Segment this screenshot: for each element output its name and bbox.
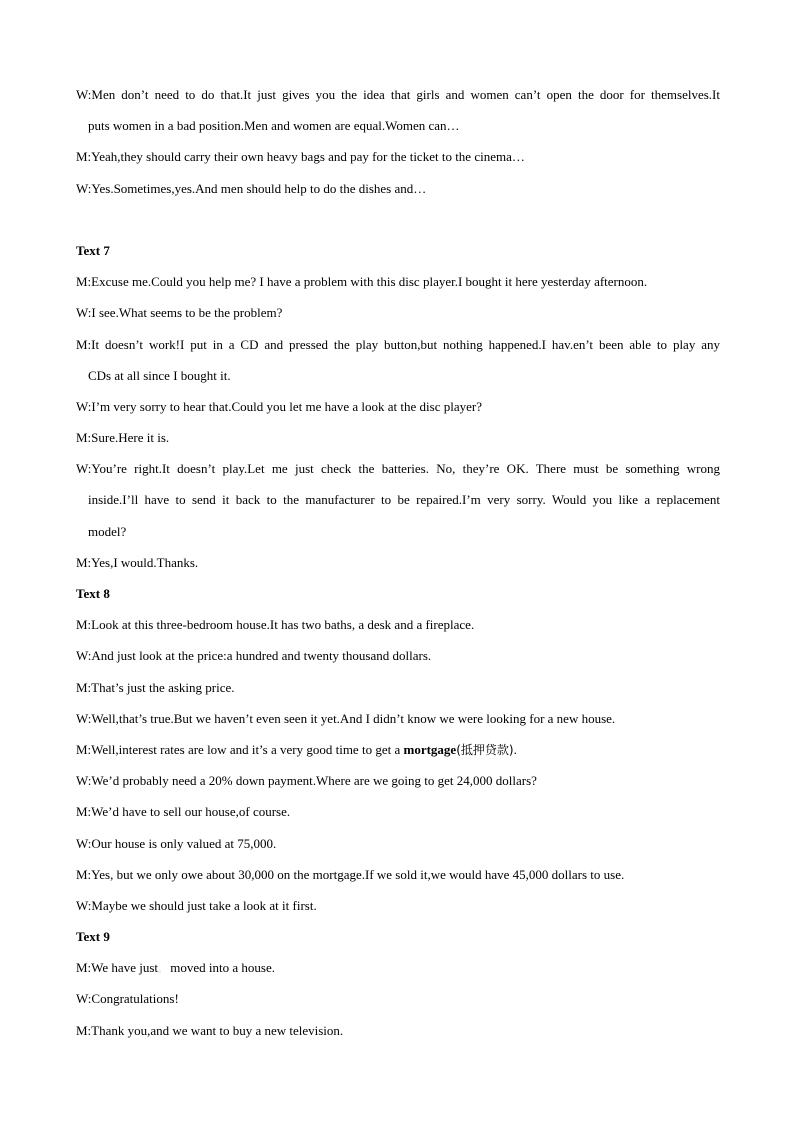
dialogue-text: moved into a house. — [167, 960, 275, 976]
dialogue-line — [76, 734, 720, 765]
stray-mark: 。 — [158, 964, 168, 975]
dialogue-line: M:Yes,I would.Thanks. — [76, 554, 199, 570]
dialogue-line — [76, 952, 720, 983]
dialogue-text: . — [513, 741, 517, 757]
section-heading: Text 8 — [76, 586, 110, 601]
dialogue-text: M:We have just — [76, 960, 158, 976]
dialogue-line: M:It doesn’t work!I put in a CD and pressed the play button,but nothing happened.I hav.en’t been able to play any — [76, 336, 720, 352]
dialogue-line: M:Sure.Here it is. — [76, 430, 170, 446]
dialogue-line: CDs at all since I bought it. — [88, 367, 231, 383]
dialogue-line: W:We’d probably need a 20% down payment.Where are we going to get 24,000 dollars? — [76, 773, 537, 789]
chinese-gloss: (抵押贷款) — [456, 742, 514, 757]
dialogue-line: M:That’s just the asking price. — [76, 679, 235, 695]
section-heading: Text 9 — [76, 929, 110, 945]
dialogue-line: W:Congratulations! — [76, 991, 179, 1007]
dialogue-line: inside.I’ll have to send it back to the manufacturer to be repaired.I’m very sorry. Would you like a replacement — [88, 492, 720, 508]
section-heading: Text 7 — [76, 242, 110, 258]
dialogue-line: puts women in a bad position.Men and women are equal.Women can… — [88, 118, 460, 134]
dialogue-line: W:And just look at the price:a hundred and twenty thousand dollars. — [76, 648, 432, 664]
dialogue-line: M:Excuse me.Could you help me? I have a problem with this disc player.I bought it here yesterday afternoon. — [76, 274, 648, 290]
dialogue-line: W:Men don’t need to do that.It just gives you the idea that girls and women can’t open the door for themselves.It — [76, 87, 720, 102]
dialogue-line: M:We’d have to sell our house,of course. — [76, 804, 291, 820]
dialogue-line: M:Yes, but we only owe about 30,000 on the mortgage.If we sold it,we would have 45,000 dollars to use. — [76, 866, 625, 882]
dialogue-line: M:Thank you,and we want to buy a new television. — [76, 1022, 344, 1038]
vocabulary-term: mortgage — [403, 741, 457, 757]
dialogue-line: model? — [88, 523, 127, 539]
dialogue-line: W:Maybe we should just take a look at it first. — [76, 897, 317, 913]
dialogue-line: W:You’re right.It doesn’t play.Let me just check the batteries. No, they’re OK. There must be something wrong — [76, 461, 720, 477]
dialogue-line: M:Look at this three-bedroom house.It has two baths, a desk and a fireplace. — [76, 617, 475, 633]
dialogue-line: W:I’m very sorry to hear that.Could you let me have a look at the disc player? — [76, 398, 482, 414]
dialogue-text: M:Well,interest rates are low and it’s a very good time to get a — [76, 741, 404, 757]
dialogue-line: M:Yeah,they should carry their own heavy bags and pay for the ticket to the cinema… — [76, 149, 525, 165]
dialogue-line: W:Yes.Sometimes,yes.And men should help to do the dishes and… — [76, 180, 427, 196]
dialogue-line: W:Well,that’s true.But we haven’t even seen it yet.And I didn’t know we were looking for a new house. — [76, 710, 616, 726]
dialogue-line: W:Our house is only valued at 75,000. — [76, 835, 277, 851]
section-gap — [76, 204, 720, 235]
document-page — [76, 79, 720, 1046]
dialogue-line: W:I see.What seems to be the problem? — [76, 305, 283, 321]
